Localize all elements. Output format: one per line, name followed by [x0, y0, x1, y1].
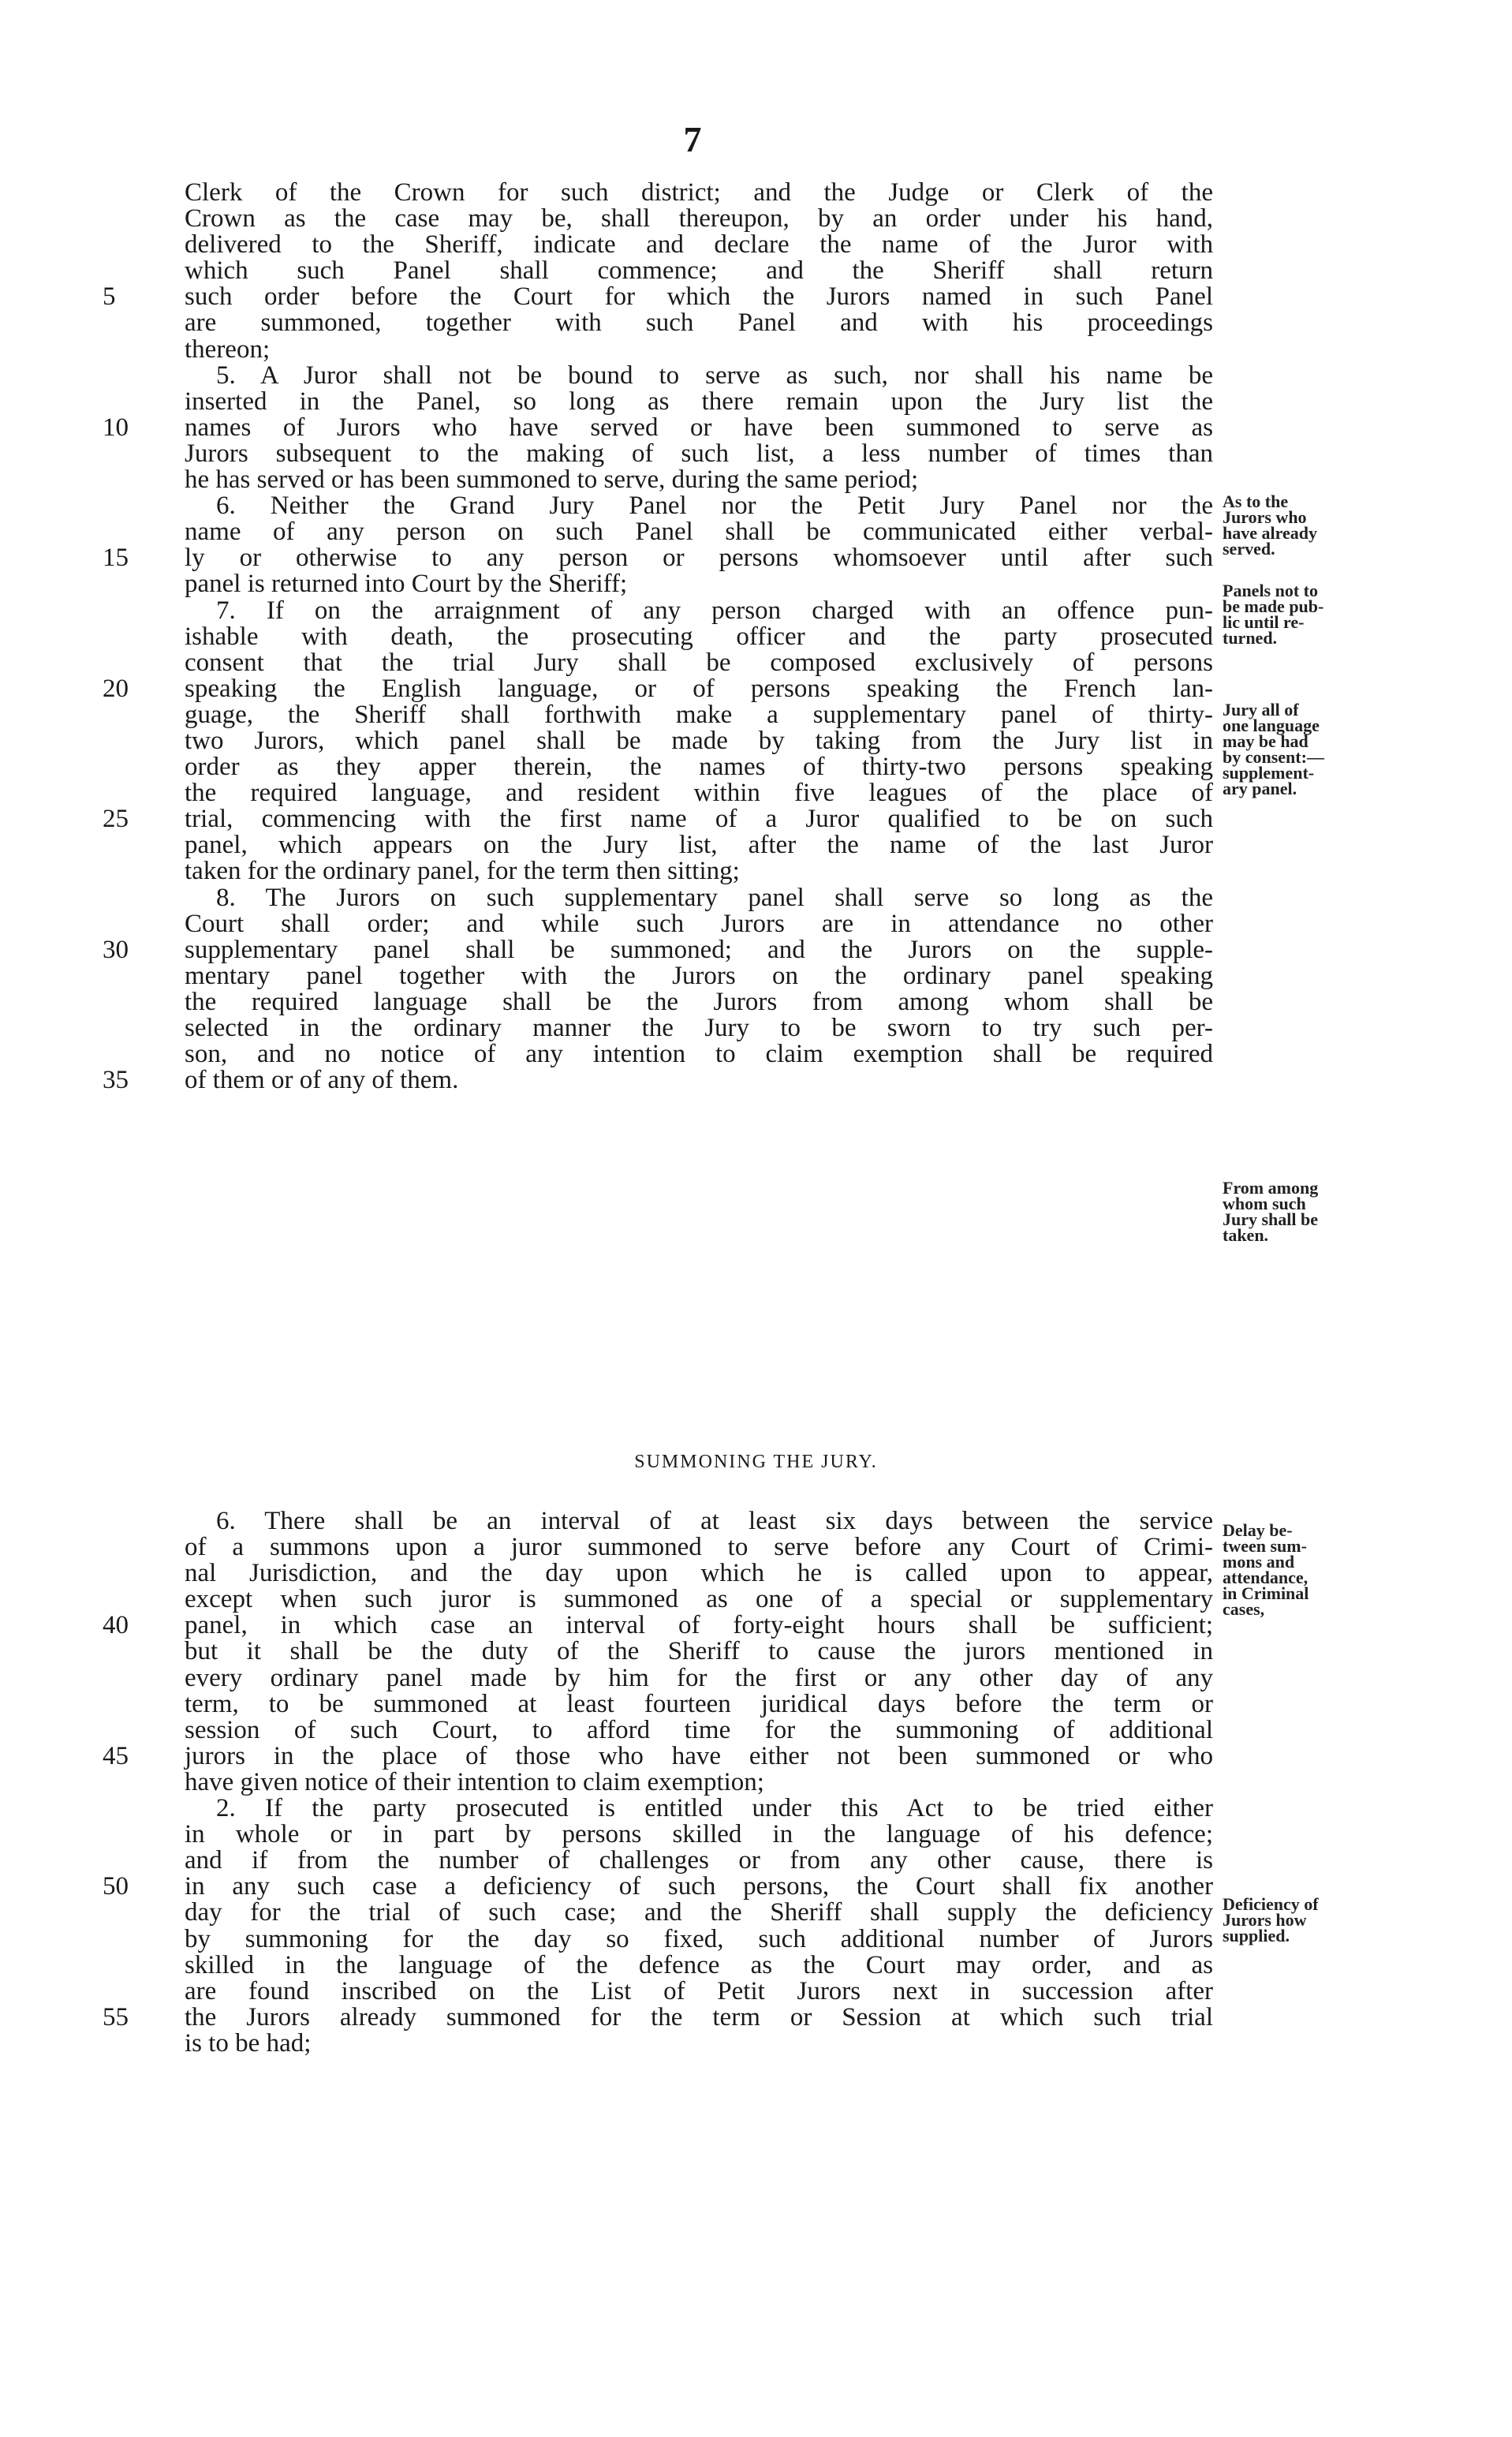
text-line — [185, 1587, 1213, 1613]
text-line — [185, 232, 1213, 258]
margin-note-line: in Criminal — [1223, 1583, 1309, 1603]
text-line — [185, 1767, 1213, 1796]
line-text: the Jurors already summoned for the term or Session at which such trial — [185, 2002, 1213, 2031]
text-line — [185, 911, 1213, 937]
line-text: delivered to the Sheriff, indicate and declare the name of the Juror with — [185, 230, 1213, 260]
text-line — [185, 467, 1213, 493]
margin-note-line: Panels not to — [1223, 581, 1318, 600]
line-text: skilled in the language of the defence as the Court may order, and as — [185, 1950, 1213, 1979]
margin-note — [1223, 1894, 1380, 1945]
text-line — [185, 1976, 1213, 2005]
margin-note-line: From among — [1223, 1178, 1319, 1198]
line-text: he has served or has been summoned to serve, during the same period; — [185, 465, 919, 495]
text-line — [185, 206, 1213, 232]
margin-note-line: As to the — [1223, 492, 1289, 511]
text-line — [185, 624, 1213, 650]
line-text: term, to be summoned at least fourteen juridical days before the term or — [185, 1689, 1213, 1718]
line-text: Jurors subsequent to the making of such list, a less number of times than — [185, 439, 1213, 468]
line-text: 6. There shall be an interval of at least six days between the service — [216, 1507, 1213, 1535]
line-text: 6. Neither the Grand Jury Panel nor the Petit Jury Panel nor the — [216, 492, 1213, 521]
text-line — [185, 337, 1213, 363]
text-line — [185, 519, 1213, 545]
margin-note — [1223, 1520, 1380, 1619]
text-line — [103, 674, 1213, 703]
line-text: 2. If the party prosecuted is entitled under this Act to be tried either — [216, 1794, 1213, 1823]
line-text: is to be had; — [185, 2028, 312, 2058]
text-line — [185, 1508, 1213, 1534]
margin-note — [1223, 1180, 1380, 1243]
line-text: Crown as the case may be, shall thereupon, by an order under his hand, — [185, 204, 1213, 234]
text-line — [185, 493, 1213, 519]
text-line — [185, 1561, 1213, 1587]
margin-note-line: be made pub- — [1223, 596, 1324, 616]
line-number: 20 — [103, 674, 129, 703]
line-text: in any such case a deficiency of such persons, the Court shall fix another — [185, 1872, 1213, 1901]
line-number: 30 — [103, 935, 129, 964]
text-line — [185, 728, 1213, 754]
text-line — [103, 413, 1213, 442]
line-text: two Jurors, which panel shall be made by taking from the Jury list in — [185, 726, 1213, 755]
text-line — [103, 1611, 1213, 1640]
line-text: the required language, and resident within five leagues of the place of — [185, 779, 1213, 808]
margin-note-line: by consent:— — [1223, 747, 1324, 767]
text-line — [185, 989, 1213, 1015]
text-line — [185, 598, 1213, 624]
margin-note-line: attendance, — [1223, 1568, 1309, 1587]
line-text: Court shall order; and while such Jurors are in attendance no other — [185, 909, 1213, 938]
line-text: such order before the Court for which the Jurors named in such Panel — [185, 282, 1213, 312]
text-line — [185, 650, 1213, 676]
text-line — [103, 1872, 1213, 1901]
line-text: name of any person on such Panel shall be communicated either verbal- — [185, 518, 1213, 547]
text-line — [185, 363, 1213, 389]
text-line — [185, 389, 1213, 415]
text-line — [185, 832, 1213, 858]
margin-note-line: Jury shall be — [1223, 1209, 1319, 1229]
text-line — [185, 1665, 1213, 1691]
margin-note-line: lic until re- — [1223, 612, 1305, 632]
line-text: son, and no notice of any intention to claim exemption shall be required — [185, 1040, 1213, 1069]
line-text: panel is returned into Court by the Sheriff; — [185, 570, 628, 599]
margin-note-line: tween sum- — [1223, 1536, 1307, 1556]
margin-note-line: may be had — [1223, 731, 1309, 751]
text-line — [185, 1796, 1213, 1822]
margin-note — [1223, 494, 1380, 557]
body-text-block-2 — [103, 1507, 1213, 2058]
text-line — [103, 935, 1213, 964]
line-text: have given notice of their intention to claim exemption; — [185, 1767, 764, 1796]
line-text: taken for the ordinary panel, for the term then sitting; — [185, 857, 740, 886]
section-heading: SUMMONING THE JURY. — [634, 1452, 878, 1472]
line-text: thereon; — [185, 335, 271, 364]
margin-note-line: turned. — [1223, 628, 1278, 648]
line-text: ishable with death, the prosecuting officer and the party prosecuted — [185, 622, 1213, 651]
line-text: except when such juror is summoned as one of a special or supplementary — [185, 1585, 1213, 1614]
text-line — [185, 1848, 1213, 1874]
line-text: speaking the English language, or of persons speaking the French lan- — [185, 674, 1213, 703]
line-text: 8. The Jurors on such supplementary panel shall serve so long as the — [216, 883, 1213, 912]
text-line — [103, 1741, 1213, 1770]
margin-note-line: Jury all of — [1223, 700, 1299, 720]
text-line — [185, 1950, 1213, 1979]
text-line — [185, 1717, 1213, 1744]
text-line — [103, 805, 1213, 834]
text-line — [103, 282, 1213, 312]
text-line — [185, 1041, 1213, 1067]
text-line — [185, 702, 1213, 728]
line-number: 5 — [103, 282, 116, 312]
line-text: ly or otherwise to any person or persons whomsoever until after such — [185, 544, 1213, 573]
text-line — [185, 1015, 1213, 1041]
line-text: of a summons upon a juror summoned to serve before any Court of Crimi- — [185, 1533, 1213, 1562]
margin-note-line: whom such — [1223, 1194, 1306, 1213]
line-text: which such Panel shall commence; and the Sheriff shall return — [185, 256, 1213, 286]
text-line — [185, 1900, 1213, 1926]
text-line — [185, 258, 1213, 284]
line-number: 50 — [103, 1872, 129, 1901]
line-text: order as they apper therein, the names of thirty-two persons speaking — [185, 753, 1213, 782]
text-line — [185, 885, 1213, 911]
text-line — [185, 858, 1213, 884]
margin-note-line: Delay be- — [1223, 1520, 1293, 1540]
margin-note-line: Jurors who — [1223, 507, 1307, 527]
line-text: day for the trial of such case; and the Sheriff shall supply the deficiency — [185, 1898, 1213, 1927]
text-line — [185, 754, 1213, 780]
line-number: 10 — [103, 413, 129, 442]
line-number: 45 — [103, 1741, 129, 1770]
text-line — [185, 1534, 1213, 1561]
text-line — [185, 180, 1213, 206]
line-text: Clerk of the Crown for such district; and the Judge or Clerk of the — [185, 178, 1213, 207]
line-text: mentary panel together with the Jurors on the ordinary panel speaking — [185, 961, 1213, 990]
margin-note-line: supplement- — [1223, 763, 1315, 783]
text-line — [185, 310, 1213, 336]
line-text: inserted in the Panel, so long as there remain upon the Jury list the — [185, 387, 1213, 416]
line-text: but it shall be the duty of the Sheriff to cause the jurors mentioned in — [185, 1637, 1213, 1666]
line-text: are summoned, together with such Panel and with his proceedings — [185, 308, 1213, 338]
margin-note-line: ary panel. — [1223, 779, 1297, 798]
line-text: nal Jurisdiction, and the day upon which he is called upon to appear, — [185, 1559, 1213, 1588]
margin-note-line: Deficiency of — [1223, 1894, 1319, 1914]
margin-note-line: Jurors how — [1223, 1910, 1307, 1930]
line-number: 35 — [103, 1066, 129, 1095]
line-text: every ordinary panel made by him for the first or any other day of any — [185, 1663, 1213, 1692]
line-text: in whole or in part by persons skilled in the language of his defence; — [185, 1820, 1213, 1849]
line-number: 25 — [103, 805, 129, 834]
body-text-block-1 — [103, 178, 1213, 1095]
text-line — [185, 1924, 1213, 1953]
line-text: the required language shall be the Jurors from among whom shall be — [185, 987, 1213, 1016]
margin-note-line: one language — [1223, 716, 1320, 735]
line-text: 7. If on the arraignment of any person charged with an offence pun- — [216, 596, 1213, 625]
line-text: selected in the ordinary manner the Jury to be sworn to try such per- — [185, 1014, 1213, 1042]
line-text: names of Jurors who have served or have been summoned to serve as — [185, 413, 1213, 442]
margin-note-line: served. — [1223, 539, 1275, 559]
text-line — [185, 571, 1213, 597]
margin-note-line: cases, — [1223, 1599, 1265, 1619]
text-line — [185, 1639, 1213, 1665]
margin-note-line: have already — [1223, 523, 1317, 543]
margin-note — [1223, 583, 1380, 646]
line-number: 55 — [103, 2002, 129, 2031]
page-number: 7 — [683, 119, 702, 159]
text-line — [103, 1066, 1213, 1095]
margin-note-line: mons and — [1223, 1552, 1295, 1572]
line-text: of them or of any of them. — [185, 1066, 459, 1095]
line-text: panel, which appears on the Jury list, after the name of the last Juror — [185, 831, 1213, 860]
line-text: guage, the Sheriff shall forthwith make a supplementary panel of thirty- — [185, 700, 1213, 729]
line-text: consent that the trial Jury shall be composed exclusively of persons — [185, 648, 1213, 677]
line-text: supplementary panel shall be summoned; and the Jurors on the supple- — [185, 935, 1213, 964]
text-line — [185, 1822, 1213, 1848]
line-text: by summoning for the day so fixed, such additional number of Jurors — [185, 1924, 1213, 1953]
line-number: 40 — [103, 1611, 129, 1640]
text-line — [103, 544, 1213, 573]
line-text: and if from the number of challenges or from any other cause, there is — [185, 1846, 1213, 1875]
margin-note-line: supplied. — [1223, 1926, 1290, 1945]
line-text: 5. A Juror shall not be bound to serve as such, nor shall his name be — [216, 361, 1213, 390]
line-text: trial, commencing with the first name of a Juror qualified to be on such — [185, 805, 1213, 834]
text-line — [185, 780, 1213, 806]
line-text: are found inscribed on the List of Petit Jurors next in succession after — [185, 1976, 1213, 2005]
text-line — [185, 963, 1213, 989]
line-text: session of such Court, to afford time for the summoning of additional — [185, 1715, 1213, 1744]
text-line — [185, 2028, 1213, 2058]
text-line — [103, 2002, 1213, 2031]
text-line — [185, 441, 1213, 467]
text-line — [185, 1691, 1213, 1717]
line-text: panel, in which case an interval of forty-eight hours shall be sufficient; — [185, 1611, 1213, 1640]
line-text: jurors in the place of those who have either not been summoned or who — [185, 1741, 1213, 1770]
line-number: 15 — [103, 544, 129, 573]
margin-note-line: taken. — [1223, 1225, 1269, 1245]
margin-note — [1223, 702, 1380, 797]
